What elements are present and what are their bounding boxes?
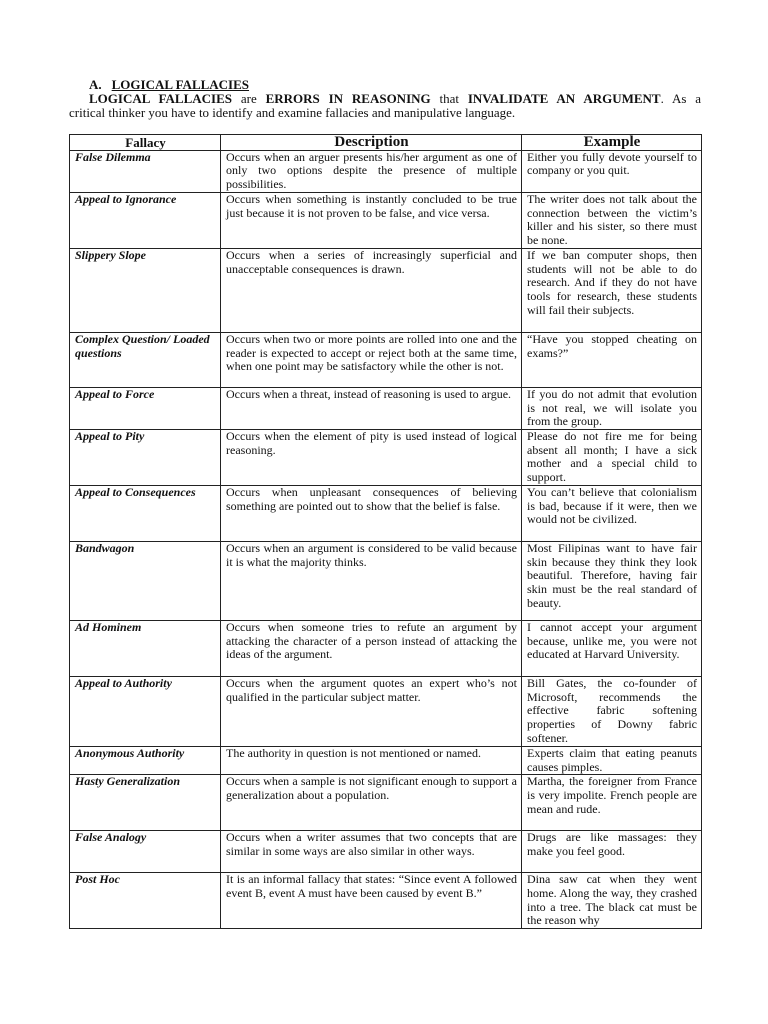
intro-rest: . As a	[660, 91, 702, 106]
table-row	[70, 775, 702, 831]
intro-rest-continued: critical thinker you have to identify and examine fallacies and manipulative language.	[69, 105, 516, 120]
fallacy-name: False Dilemma	[70, 150, 221, 192]
intro-paragraph	[69, 91, 702, 120]
table-row	[70, 485, 702, 541]
fallacy-description: Occurs when an arguer presents his/her argument as one of only two options despite the presence of multiple possibilities.	[221, 150, 522, 192]
fallacy-description: Occurs when someone tries to refute an argument by attacking the character of a person instead of attacking the ideas of the argument.	[221, 620, 522, 676]
intro-emphasis-1: ERRORS IN REASONING	[265, 91, 431, 106]
fallacy-description: The authority in question is not mentioned or named.	[221, 746, 522, 774]
fallacy-name: Slippery Slope	[70, 248, 221, 332]
header-fallacy: Fallacy	[70, 135, 221, 151]
section-letter: A.	[89, 77, 102, 92]
fallacy-example: Either you fully devote yourself to company or you quit.	[522, 150, 702, 192]
table-header-row	[70, 135, 702, 151]
fallacy-description: Occurs when something is instantly concluded to be true just because it is not proven to be false, and vice versa.	[221, 192, 522, 248]
table-row	[70, 429, 702, 485]
intro-that: that	[439, 91, 459, 106]
fallacy-example: If we ban computer shops, then students will not be able to do research. And if they do not have tools for research, these students will fail their subjects.	[522, 248, 702, 332]
table-row	[70, 248, 702, 332]
fallacy-description: Occurs when a writer assumes that two concepts that are similar in some ways are also similar in other ways.	[221, 831, 522, 873]
fallacies-table	[69, 134, 702, 929]
fallacy-description: Occurs when two or more points are rolled into one and the reader is expected to accept or reject both at the same time, when one point may be satisfactory while the other is not.	[221, 332, 522, 387]
table-row	[70, 150, 702, 192]
fallacy-description: Occurs when the element of pity is used instead of logical reasoning.	[221, 429, 522, 485]
table-row	[70, 873, 702, 929]
fallacy-example: Dina saw cat when they went home. Along the way, they crashed into a tree. The black cat must be the reason why	[522, 873, 702, 929]
fallacy-example: You can’t believe that colonialism is bad, because if it were, then we would not be civilized.	[522, 485, 702, 541]
intro-term: LOGICAL FALLACIES	[89, 91, 232, 106]
fallacy-name: Appeal to Consequences	[70, 485, 221, 541]
fallacy-description: Occurs when an argument is considered to be valid because it is what the majority thinks.	[221, 541, 522, 620]
fallacy-example: Drugs are like massages: they make you feel good.	[522, 831, 702, 873]
fallacy-name: False Analogy	[70, 831, 221, 873]
fallacy-example: Experts claim that eating peanuts causes pimples.	[522, 746, 702, 774]
fallacy-name: Post Hoc	[70, 873, 221, 929]
section-title: LOGICAL FALLACIES	[111, 77, 250, 92]
fallacy-example: If you do not admit that evolution is not real, we will isolate you from the group.	[522, 387, 702, 429]
table-row	[70, 387, 702, 429]
fallacy-example: “Have you stopped cheating on exams?”	[522, 332, 702, 387]
fallacy-example: I cannot accept your argument because, unlike me, you were not educated at Harvard University.	[522, 620, 702, 676]
table-row	[70, 676, 702, 746]
table-row	[70, 332, 702, 387]
fallacy-name: Appeal to Ignorance	[70, 192, 221, 248]
table-row	[70, 746, 702, 774]
fallacy-name: Appeal to Pity	[70, 429, 221, 485]
fallacy-name: Appeal to Authority	[70, 676, 221, 746]
fallacy-name: Appeal to Force	[70, 387, 221, 429]
table-row	[70, 192, 702, 248]
fallacy-description: Occurs when the argument quotes an expert who’s not qualified in the particular subject matter.	[221, 676, 522, 746]
header-example: Example	[522, 135, 702, 151]
table-row	[70, 831, 702, 873]
fallacy-description: Occurs when a sample is not significant enough to support a generalization about a population.	[221, 775, 522, 831]
intro-emphasis-2: INVALIDATE AN ARGUMENT	[467, 91, 661, 106]
table-row	[70, 620, 702, 676]
fallacy-description: It is an informal fallacy that states: “Since event A followed event B, event A must have been caused by event B.”	[221, 873, 522, 929]
table-row	[70, 541, 702, 620]
header-description: Description	[221, 135, 522, 151]
fallacy-example: The writer does not talk about the connection between the victim’s killer and his sister, so there must be none.	[522, 192, 702, 248]
fallacy-name: Complex Question/ Loaded questions	[70, 332, 221, 387]
fallacy-description: Occurs when a threat, instead of reasoning is used to argue.	[221, 387, 522, 429]
fallacy-example: Martha, the foreigner from France is very impolite. French people are mean and rude.	[522, 775, 702, 831]
fallacy-name: Bandwagon	[70, 541, 221, 620]
fallacy-name: Anonymous Authority	[70, 746, 221, 774]
fallacy-name: Ad Hominem	[70, 620, 221, 676]
fallacy-name: Hasty Generalization	[70, 775, 221, 831]
fallacy-description: Occurs when unpleasant consequences of believing something are pointed out to show that the belief is false.	[221, 485, 522, 541]
fallacy-description: Occurs when a series of increasingly superficial and unacceptable consequences is drawn.	[221, 248, 522, 332]
fallacy-example: Bill Gates, the co-founder of Microsoft, recommends the effective fabric softening properties of Downy fabric softener.	[522, 676, 702, 746]
fallacy-example: Most Filipinas want to have fair skin because they think they look beautiful. Therefore, having fair skin must be the real standard of beauty.	[522, 541, 702, 620]
fallacy-example: Please do not fire me for being absent all month; I have a sick mother and a special child to support.	[522, 429, 702, 485]
intro-are: are	[240, 91, 257, 106]
